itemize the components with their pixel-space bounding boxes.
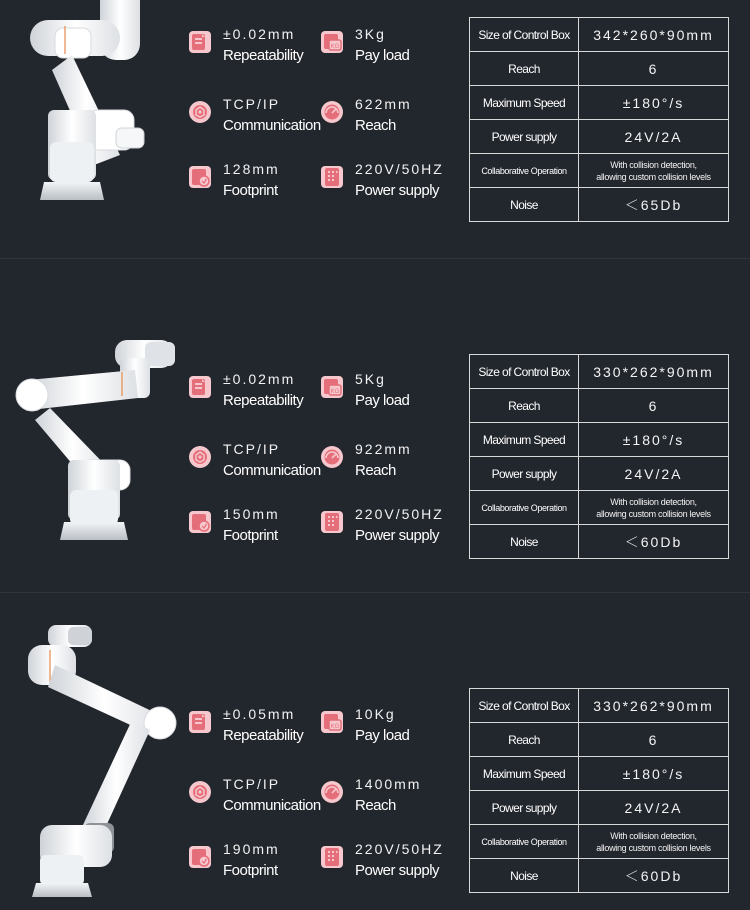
- table-row: [470, 188, 729, 222]
- table-row: [470, 389, 729, 423]
- robot-arm-image: [10, 260, 185, 590]
- spec-label: Communication: [223, 462, 321, 479]
- spec-label: Reach: [355, 117, 396, 134]
- footprint-icon: [188, 845, 212, 869]
- table-key: Power supply: [470, 120, 579, 154]
- table-value: ±180°/s: [579, 757, 729, 791]
- spec-label: Footprint: [223, 862, 278, 879]
- spec-table: [469, 354, 729, 559]
- table-key: Maximum Speed: [470, 86, 579, 120]
- spec-table: [469, 17, 729, 222]
- spec-value: ±0.02mm: [223, 26, 296, 42]
- spec-payload: [320, 26, 460, 74]
- spec-value: ±0.05mm: [223, 706, 296, 722]
- table-key: Power supply: [470, 457, 579, 491]
- spec-communication: [188, 776, 328, 824]
- table-key: Noise: [470, 188, 579, 222]
- spec-label: Footprint: [223, 182, 278, 199]
- table-row: [470, 423, 729, 457]
- table-key: Size of Control Box: [470, 18, 579, 52]
- table-value: [579, 491, 729, 525]
- payload-icon: [320, 710, 344, 734]
- collab-line-1: With collision detection,: [610, 496, 697, 507]
- table-row: [470, 859, 729, 893]
- table-row: [470, 457, 729, 491]
- reach-icon: [320, 100, 344, 124]
- table-value: 6: [579, 723, 729, 757]
- spec-communication: [188, 96, 328, 144]
- spec-repeatability: [188, 706, 328, 754]
- spec-label: Reach: [355, 462, 396, 479]
- table-value: ＜65Db: [579, 188, 729, 222]
- spec-value: 220V/50HZ: [355, 506, 444, 522]
- spec-value: 128mm: [223, 161, 280, 177]
- reach-icon: [320, 445, 344, 469]
- spec-reach: [320, 96, 460, 144]
- table-row: [470, 355, 729, 389]
- table-value: ＜60Db: [579, 525, 729, 559]
- communication-icon: [188, 780, 212, 804]
- spec-value: ±0.02mm: [223, 371, 296, 387]
- spec-label: Power supply: [355, 862, 440, 879]
- table-key: Noise: [470, 525, 579, 559]
- spec-label: Repeatability: [223, 47, 304, 64]
- spec-label: Pay load: [355, 392, 410, 409]
- spec-power-supply: [320, 506, 460, 554]
- section-divider: [0, 258, 750, 259]
- table-row: [470, 154, 729, 188]
- table-key: Collaborative Operation: [470, 491, 579, 525]
- spec-reach: [320, 776, 460, 824]
- spec-power-supply: [320, 841, 460, 889]
- communication-icon: [188, 100, 212, 124]
- collab-line-2: allowing custom collision levels: [596, 842, 711, 853]
- table-key: Reach: [470, 389, 579, 423]
- table-value: ±180°/s: [579, 86, 729, 120]
- spec-label: Power supply: [355, 527, 440, 544]
- payload-icon: [320, 375, 344, 399]
- spec-value: 1400mm: [355, 776, 422, 792]
- table-key: Maximum Speed: [470, 423, 579, 457]
- repeatability-icon: [188, 710, 212, 734]
- repeatability-icon: [188, 375, 212, 399]
- spec-value: 5Kg: [355, 371, 386, 387]
- robot-panel-2: [0, 260, 750, 590]
- footprint-icon: [188, 510, 212, 534]
- table-row: [470, 52, 729, 86]
- collab-line-2: allowing custom collision levels: [596, 508, 711, 519]
- spec-label: Footprint: [223, 527, 278, 544]
- power-supply-icon: [320, 165, 344, 189]
- robot-arm-image: [10, 0, 185, 250]
- table-row: [470, 491, 729, 525]
- spec-table: [469, 688, 729, 893]
- spec-label: Repeatability: [223, 392, 304, 409]
- spec-value: 3Kg: [355, 26, 386, 42]
- spec-payload: [320, 371, 460, 419]
- spec-power-supply: [320, 161, 460, 209]
- collab-line-1: With collision detection,: [610, 159, 697, 170]
- footprint-icon: [188, 165, 212, 189]
- table-key: Power supply: [470, 791, 579, 825]
- table-value: 24V/2A: [579, 120, 729, 154]
- table-value: [579, 825, 729, 859]
- spec-communication: [188, 441, 328, 489]
- spec-payload: [320, 706, 460, 754]
- spec-footprint: [188, 841, 328, 889]
- spec-footprint: [188, 161, 328, 209]
- power-supply-icon: [320, 510, 344, 534]
- table-key: Maximum Speed: [470, 757, 579, 791]
- reach-icon: [320, 780, 344, 804]
- table-row: [470, 120, 729, 154]
- spec-label: Communication: [223, 117, 321, 134]
- spec-value: 622mm: [355, 96, 412, 112]
- table-key: Collaborative Operation: [470, 154, 579, 188]
- spec-value: TCP/IP: [223, 441, 281, 457]
- table-value: 342*260*90mm: [579, 18, 729, 52]
- table-value: 6: [579, 389, 729, 423]
- table-row: [470, 689, 729, 723]
- robot-arm-image: [10, 595, 185, 910]
- robot-panel-1: [0, 0, 750, 250]
- robot-panel-3: [0, 595, 750, 910]
- table-row: [470, 791, 729, 825]
- spec-repeatability: [188, 371, 328, 419]
- spec-label: Repeatability: [223, 727, 304, 744]
- table-value: ＜60Db: [579, 859, 729, 893]
- table-row: [470, 825, 729, 859]
- table-value: ±180°/s: [579, 423, 729, 457]
- spec-repeatability: [188, 26, 328, 74]
- table-key: Reach: [470, 723, 579, 757]
- spec-value: 220V/50HZ: [355, 161, 444, 177]
- table-value: 24V/2A: [579, 457, 729, 491]
- table-row: [470, 525, 729, 559]
- section-divider: [0, 592, 750, 593]
- table-key: Size of Control Box: [470, 689, 579, 723]
- table-value: 330*262*90mm: [579, 355, 729, 389]
- spec-label: Power supply: [355, 182, 440, 199]
- collab-line-2: allowing custom collision levels: [596, 171, 711, 182]
- spec-label: Communication: [223, 797, 321, 814]
- spec-reach: [320, 441, 460, 489]
- spec-value: 190mm: [223, 841, 280, 857]
- table-value: 6: [579, 52, 729, 86]
- spec-label: Reach: [355, 797, 396, 814]
- spec-label: Pay load: [355, 727, 410, 744]
- table-key: Reach: [470, 52, 579, 86]
- payload-icon: [320, 30, 344, 54]
- table-key: Collaborative Operation: [470, 825, 579, 859]
- spec-label: Pay load: [355, 47, 410, 64]
- table-row: [470, 757, 729, 791]
- spec-value: 150mm: [223, 506, 280, 522]
- table-row: [470, 18, 729, 52]
- table-value: 330*262*90mm: [579, 689, 729, 723]
- spec-value: 10Kg: [355, 706, 396, 722]
- table-row: [470, 723, 729, 757]
- spec-value: TCP/IP: [223, 776, 281, 792]
- collab-line-1: With collision detection,: [610, 830, 697, 841]
- spec-value: TCP/IP: [223, 96, 281, 112]
- power-supply-icon: [320, 845, 344, 869]
- table-value: [579, 154, 729, 188]
- repeatability-icon: [188, 30, 212, 54]
- communication-icon: [188, 445, 212, 469]
- table-row: [470, 86, 729, 120]
- table-key: Noise: [470, 859, 579, 893]
- spec-value: 922mm: [355, 441, 412, 457]
- table-value: 24V/2A: [579, 791, 729, 825]
- table-key: Size of Control Box: [470, 355, 579, 389]
- spec-footprint: [188, 506, 328, 554]
- spec-value: 220V/50HZ: [355, 841, 444, 857]
